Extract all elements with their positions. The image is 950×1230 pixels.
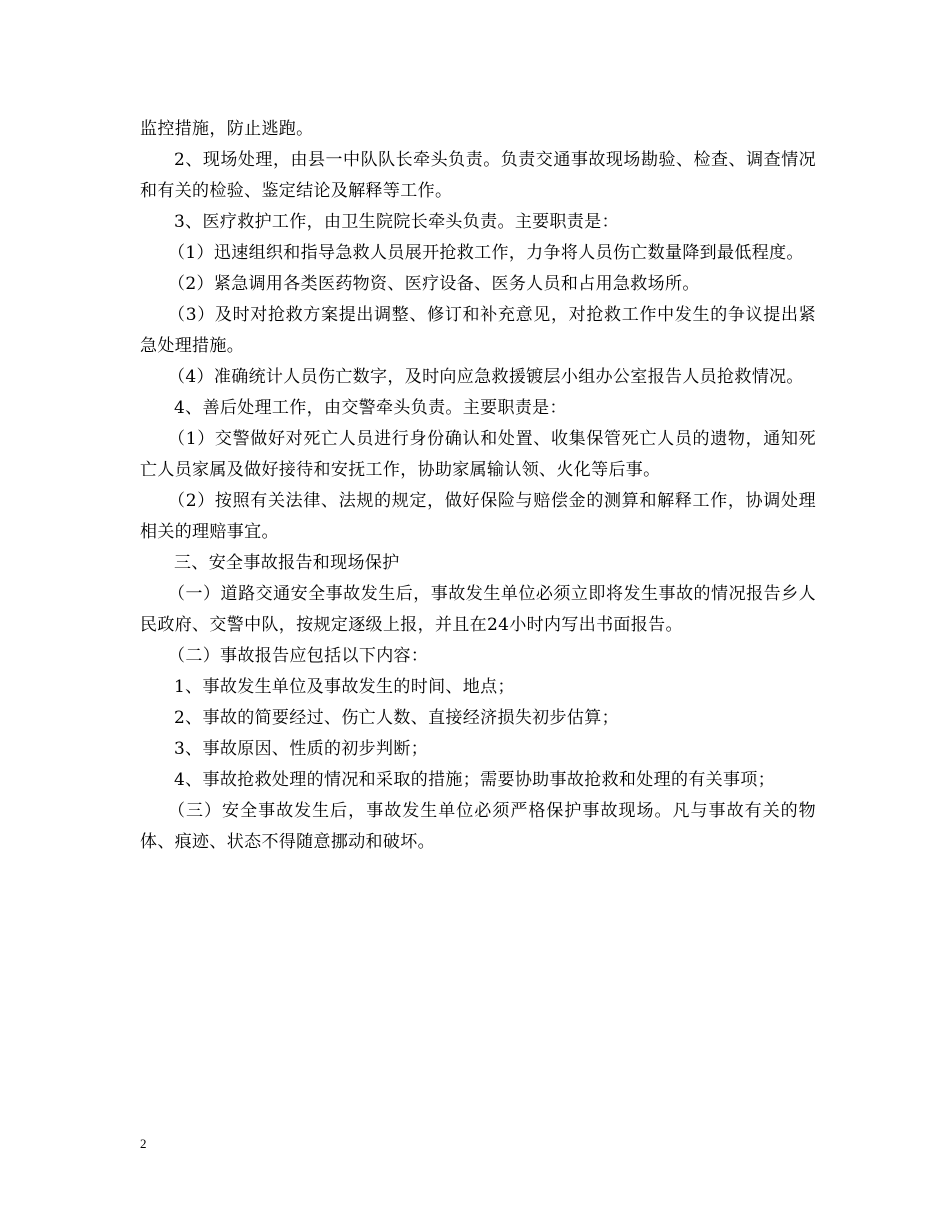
paragraph-6: （3）及时对抢救方案提出调整、修订和补充意见，对抢救工作中发生的争议提出紧急处理措施。 xyxy=(140,305,816,356)
section-heading: 三、安全事故报告和现场保护 xyxy=(174,553,400,573)
paragraph-10: （2）按照有关法律、法规的规定，做好保险与赔偿金的测算和解释工作，协调处理相关的理赔事宜。 xyxy=(140,491,816,542)
paragraph-17: 4、事故抢救处理的情况和采取的措施；需要协助事故抢救和处理的有关事项； xyxy=(174,770,776,790)
paragraph-3: 3、医疗救护工作，由卫生院院长牵头负责。主要职责是： xyxy=(174,212,619,232)
paragraph-7: （4）准确统计人员伤亡数字，及时向应急救援镀层小组办公室报告人员抢救情况。 xyxy=(168,367,804,387)
paragraph-14: 1、事故发生单位及事故发生的时间、地点； xyxy=(174,677,515,697)
paragraph-5: （2）紧急调用各类医药物资、医疗设备、医务人员和占用急救场所。 xyxy=(168,274,700,294)
paragraph-15: 2、事故的简要经过、伤亡人数、直接经济损失初步估算； xyxy=(174,708,619,728)
paragraph-1: 监控措施，防止逃跑。 xyxy=(140,119,314,139)
paragraph-12: （一）道路交通安全事故发生后，事故发生单位必须立即将发生事故的情况报告乡人民政府、交警中队，按规定逐级上报，并且在24小时内写出书面报告。 xyxy=(140,584,816,635)
paragraph-8: 4、善后处理工作，由交警牵头负责。主要职责是： xyxy=(174,398,567,418)
document-body xyxy=(140,114,816,858)
paragraph-18: （三）安全事故发生后，事故发生单位必须严格保护事故现场。凡与事故有关的物体、痕迹、状态不得随意挪动和破坏。 xyxy=(140,801,816,852)
paragraph-9: （1）交警做好对死亡人员进行身份确认和处置、收集保管死亡人员的遗物，通知死亡人员家属及做好接待和安抚工作，协助家属输认领、火化等后事。 xyxy=(140,429,816,480)
paragraph-4: （1）迅速组织和指导急救人员展开抢救工作，力争将人员伤亡数量降到最低程度。 xyxy=(168,243,804,263)
page-number: 2 xyxy=(140,1136,147,1151)
paragraph-2: 2、现场处理，由县一中队队长牵头负责。负责交通事故现场勘验、检查、调查情况和有关的检验、鉴定结论及解释等工作。 xyxy=(140,150,816,201)
paragraph-16: 3、事故原因、性质的初步判断； xyxy=(174,739,429,759)
paragraph-13: （二）事故报告应包括以下内容： xyxy=(168,646,429,666)
